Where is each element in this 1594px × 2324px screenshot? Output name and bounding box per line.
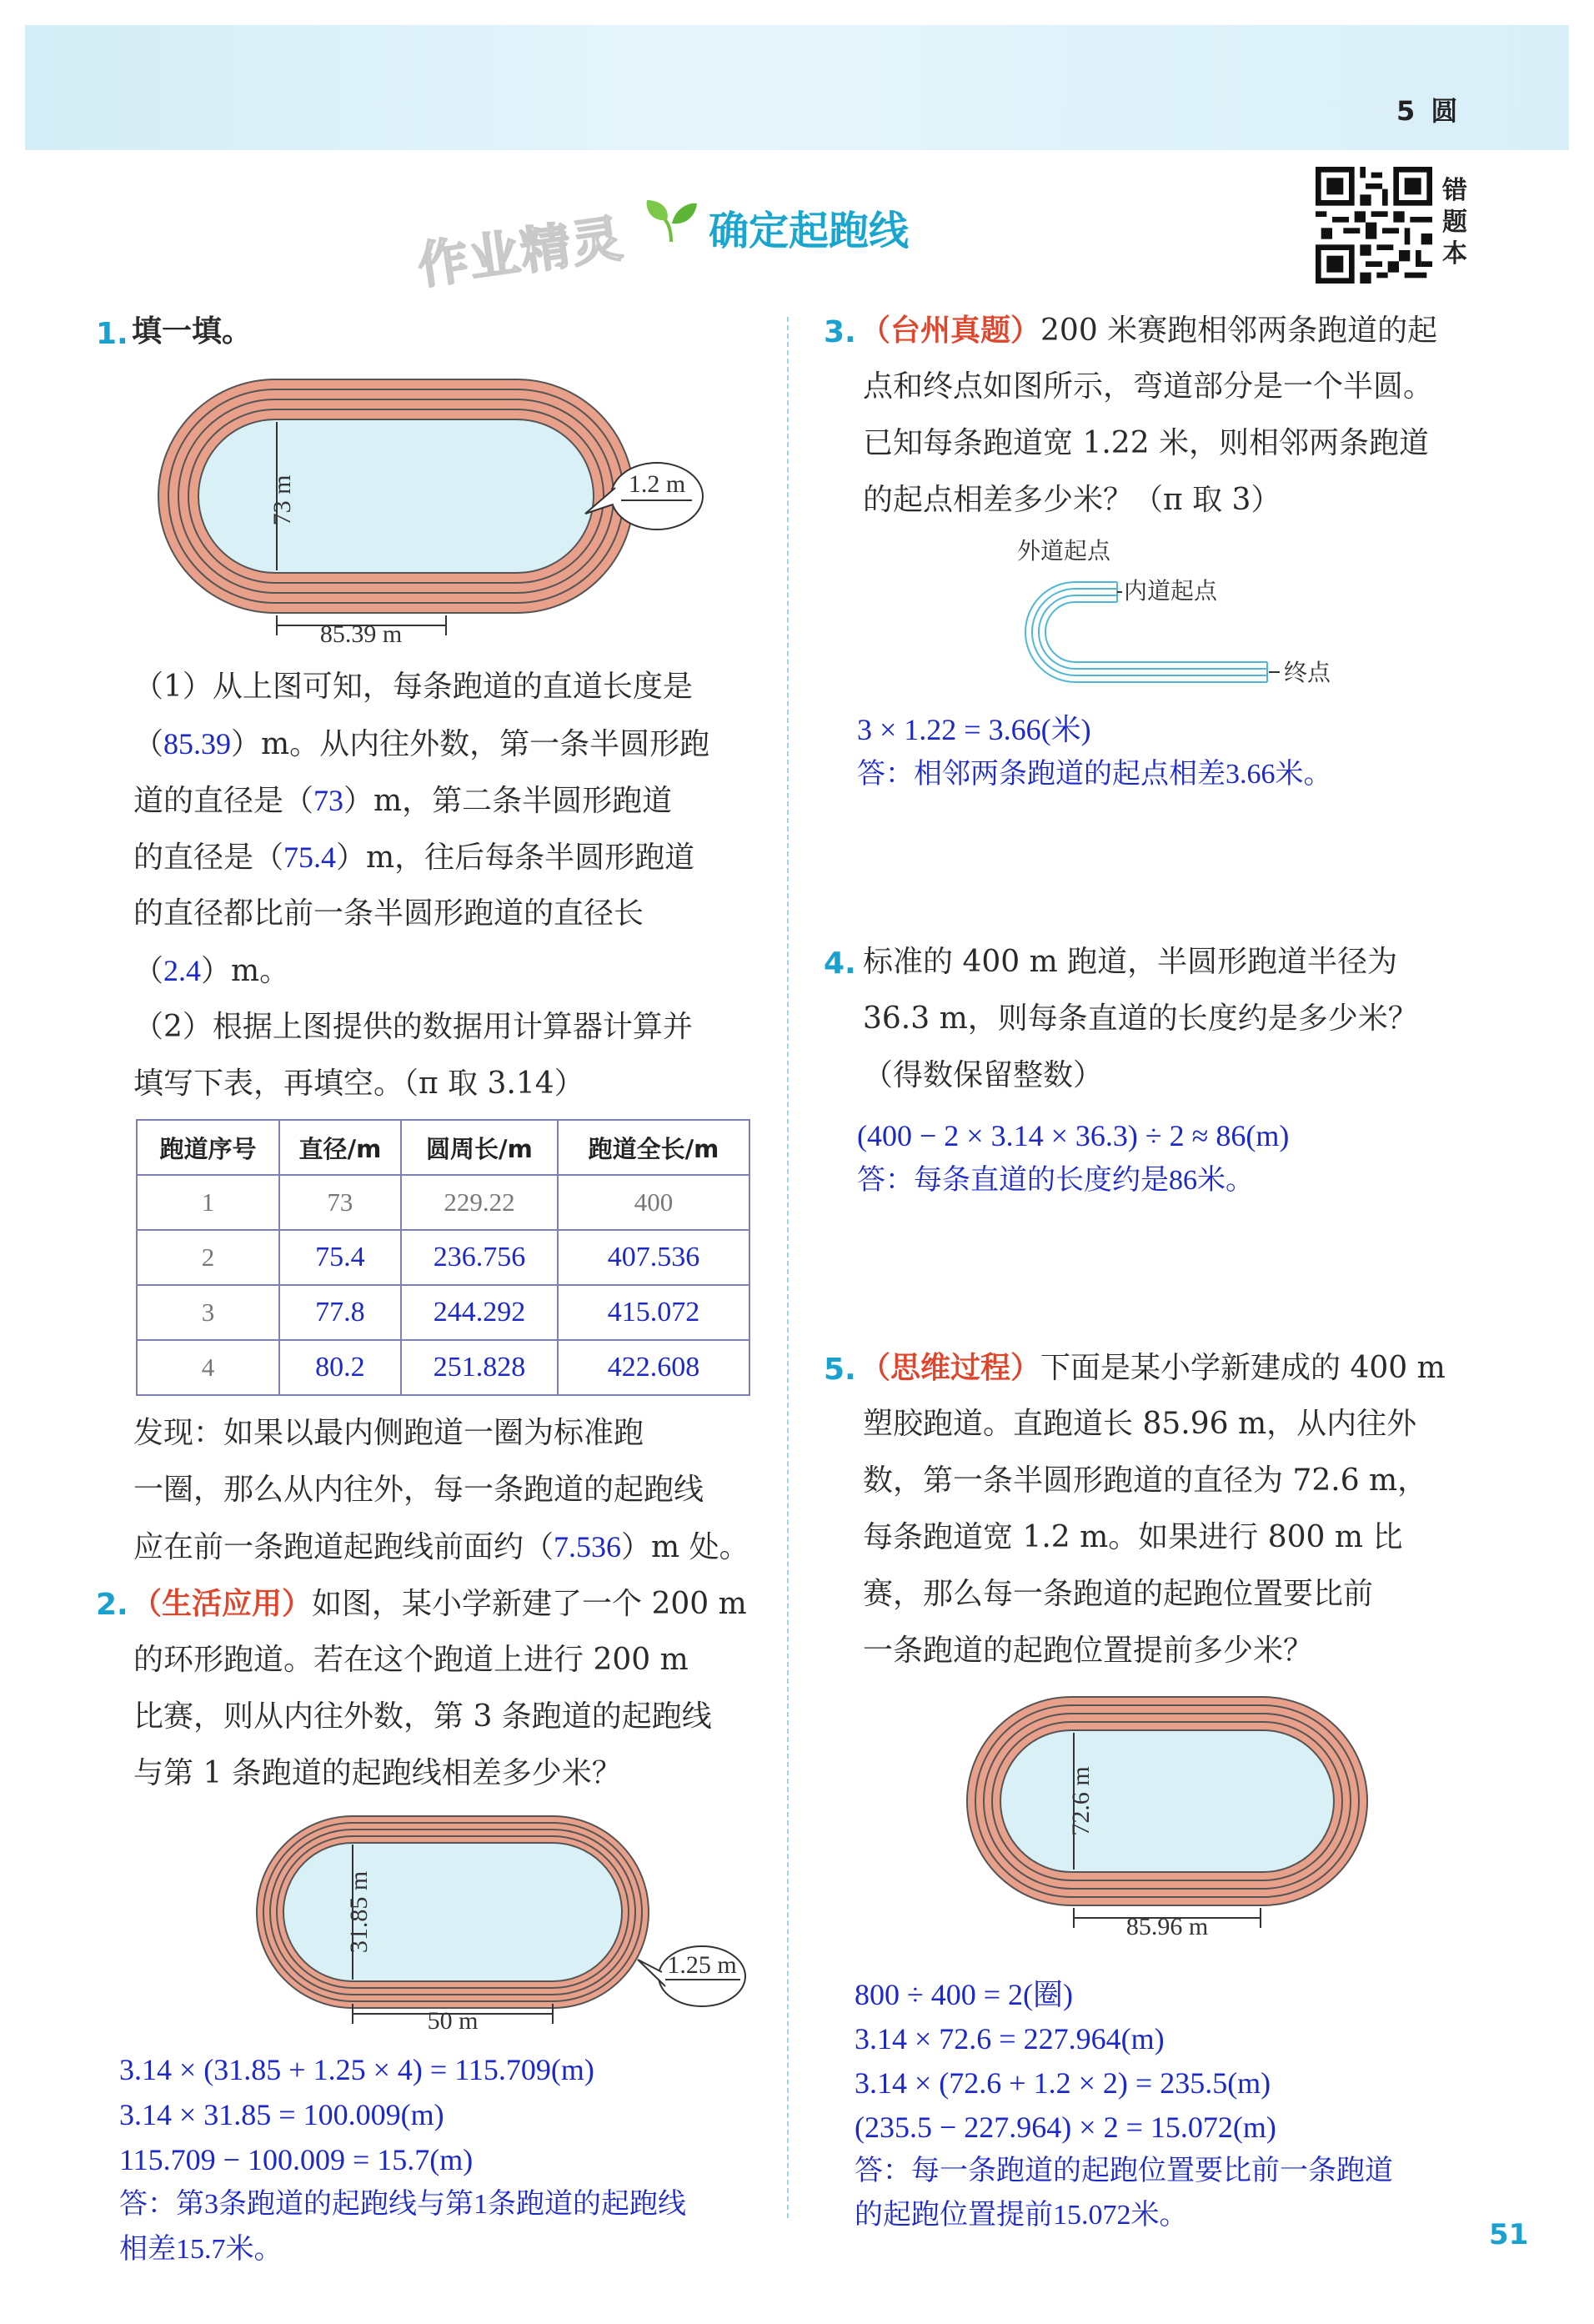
table-header-row [137,1120,749,1175]
table-cell: 73 [279,1175,401,1230]
q1-blank-d2: 75.4 [283,841,337,874]
q5-height-label: 72.6 m [1067,1766,1095,1836]
q1-p1-line1: （1）从上图可知，每条跑道的直道长度是 [133,670,693,704]
table-cell: 80.2 [279,1340,401,1395]
q5-line1: （思维过程）下面是某小学新建成的 400 m [860,1350,1446,1385]
q2-line2: 的环形跑道。若在这个跑道上进行 200 m [133,1643,689,1677]
q3-tag: （台州真题） [860,313,1041,348]
wrong-questions-label: 错题本 [1442,176,1467,269]
q1-table [136,1119,750,1396]
q1-track-figure [150,367,734,655]
q5-answer-line3: 3.14 × (72.6 + 1.2 × 2) = 235.5(m) [855,2066,1271,2100]
table-cell: 229.22 [401,1175,558,1230]
q5-answer-line2: 3.14 × 72.6 = 227.964(m) [855,2022,1165,2055]
q1-blank-offset: 7.536 [554,1530,622,1564]
q3-finish-label: 终点 [1284,659,1331,686]
q2-line1: （生活应用）如图，某小学新建了一个 200 m [132,1586,747,1621]
table-cell: 4 [137,1340,279,1395]
q2-answer-line1: 3.14 × (31.85 + 1.25 × 4) = 115.709(m) [119,2053,594,2086]
q2-answer-line4: 答：第3条跑道的起跑线与第1条跑道的起跑线 [119,2189,686,2220]
q2-width-label: 50 m [427,2007,479,2035]
q5-tag: （思维过程） [860,1350,1041,1385]
q5-answer-line5: 答：每一条跑道的起跑位置要比前一条跑道 [855,2156,1393,2186]
q5-answer-line4: (235.5 − 227.964) × 2 = 15.072(m) [855,2111,1276,2144]
column-divider [787,317,789,2218]
q3-number: 3. [824,315,856,349]
table-header: 跑道全长/m [558,1120,749,1175]
q1-blank-straight: 85.39 [163,727,232,760]
table-header: 直径/m [279,1120,401,1175]
q1-p1-line3: 道的直径是（73）m，第二条半圆形跑道 [133,784,673,818]
q1-width-label: 85.39 m [319,620,403,648]
q2-tag: （生活应用） [132,1586,313,1621]
chapter-label: 5 圆 [1396,95,1461,127]
q4-answer-line2: 答：每条直道的长度约是86米。 [857,1165,1254,1196]
page-number: 51 [1489,2218,1529,2251]
table-cell: 236.756 [401,1230,558,1285]
q2-line3: 比赛，则从内往外数，第 3 条跑道的起跑线 [133,1699,712,1734]
q5-line5: 赛，那么每一条跑道的起跑位置要比前 [863,1577,1374,1611]
table-cell: 422.608 [558,1340,749,1395]
q4-answer-line1: (400 − 2 × 3.14 × 36.3) ÷ 2 ≈ 86(m) [857,1119,1290,1152]
q2-lane-label: 1.25 m [667,1951,737,1979]
q5-answer-line1: 800 ÷ 400 = 2(圈) [855,1978,1074,2011]
q2-line4: 与第 1 条跑道的起跑线相差多少米？ [133,1756,622,1790]
q2-height-label: 31.85 m [345,1870,373,1954]
table-cell: 77.8 [279,1285,401,1340]
q4-number: 4. [824,946,856,981]
table-cell: 407.536 [558,1230,749,1285]
table-cell: 1 [137,1175,279,1230]
table-header: 圆周长/m [401,1120,558,1175]
q4-line1: 标准的 400 m 跑道，半圆形跑道半径为 [863,945,1398,979]
q1-p1-line5: 的直径都比前一条半圆形跑道的直径长 [133,896,644,931]
q1-p1-line6: （2.4）m。 [133,954,290,988]
table-cell: 75.4 [279,1230,401,1285]
table-row [137,1340,749,1395]
q2-answer-line3: 115.709 − 100.009 = 15.7(m) [119,2143,474,2176]
q1-p2-line1: （2）根据上图提供的数据用计算器计算并 [133,1010,693,1044]
q1-finding-line1: 发现：如果以最内侧跑道一圈为标准跑 [133,1416,644,1450]
table-cell: 415.072 [558,1285,749,1340]
table-cell: 3 [137,1285,279,1340]
q4-line2: 36.3 m，则每条直道的长度约是多少米？ [863,1001,1418,1036]
q5-line4: 每条跑道宽 1.2 m。如果进行 800 m 比 [863,1520,1403,1554]
header-band [25,25,1569,150]
q1-number: 1. [96,317,128,351]
table-cell: 244.292 [401,1285,558,1340]
q1-p2-line2: 填写下表，再填空。（π 取 3.14） [133,1067,584,1101]
q5-answer-line6: 的起跑位置提前15.072米。 [855,2200,1188,2231]
q2-answer-line5: 相差15.7米。 [119,2234,283,2265]
table-row [137,1230,749,1285]
q5-track-figure [959,1689,1376,1943]
q5-number: 5. [824,1353,856,1387]
q1-prompt: 填一填。 [132,314,253,349]
qr-code-icon[interactable] [1316,167,1432,284]
table-cell: 400 [558,1175,749,1230]
table-header: 跑道序号 [137,1120,279,1175]
q1-blank-diff: 2.4 [163,954,202,987]
brand-watermark: 作业精灵 [414,209,628,296]
q3-answer-line2: 答：相邻两条跑道的起点相差3.66米。 [857,759,1332,790]
q2-answer-line2: 3.14 × 31.85 = 100.009(m) [119,2098,444,2131]
q3-answer-line1: 3 × 1.22 = 3.66(米) [857,713,1091,746]
q5-line6: 一条跑道的起跑位置提前多少米？ [863,1634,1314,1668]
q1-finding-line3: 应在前一条跑道起跑线前面约（7.536）m 处。 [133,1530,749,1564]
q2-number: 2. [96,1588,128,1622]
table-cell: 251.828 [401,1340,558,1395]
table-row [137,1175,749,1230]
q3-line4: 的起点相差多少米？（π 取 3） [863,483,1281,517]
table-row [137,1285,749,1340]
q3-lane-figure [1000,532,1351,695]
q1-p1-line2: （85.39）m。从内往外数，第一条半圆形跑 [133,727,710,761]
q3-line1: （台州真题）200 米赛跑相邻两条跑道的起 [860,313,1438,348]
q2-track-figure [250,1810,759,2047]
q5-line3: 数，第一条半圆形跑道的直径为 72.6 m， [863,1463,1428,1498]
page-title: 确定起跑线 [709,208,910,254]
q1-p1-line4: 的直径是（75.4）m，往后每条半圆形跑道 [133,841,695,875]
sprout-icon [642,193,700,243]
q1-lane-label: 1.2 m [628,470,686,498]
q4-line3: （得数保留整数） [863,1058,1104,1092]
q3-outer-start-label: 外道起点 [1017,537,1111,565]
q5-width-label: 85.96 m [1125,1913,1209,1940]
q1-blank-d1: 73 [313,784,344,817]
q1-height-label: 73 m [268,474,296,526]
q5-line2: 塑胶跑道。直跑道长 85.96 m，从内往外 [863,1407,1417,1441]
table-cell: 2 [137,1230,279,1285]
q1-finding-line2: 一圈，那么从内往外，每一条跑道的起跑线 [133,1473,704,1507]
q3-inner-start-label: 内道起点 [1124,577,1218,605]
q3-line3: 已知每条跑道宽 1.22 米，则相邻两条跑道 [863,426,1430,460]
q3-line2: 点和终点如图所示，弯道部分是一个半圆。 [863,369,1434,404]
